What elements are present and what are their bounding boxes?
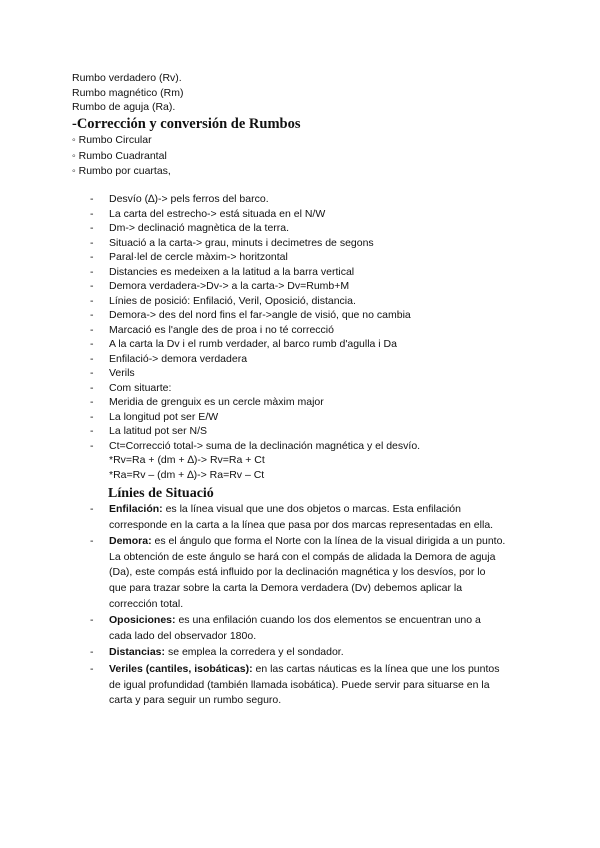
definition-text: cada lado del observador 180o. — [109, 629, 257, 642]
list-item-text: Ct=Correcció total-> suma de la declinación magnética y el desvío. — [109, 439, 421, 452]
list-item: ◦ Rumbo Circular — [72, 134, 152, 146]
definition-text: (Da), este compás está influido por la declinación magnética y los desvíos, por lo — [109, 566, 486, 579]
definition-text: corrección total. — [109, 597, 184, 610]
definition-text: corresponde en la carta a la línea que pasa por dos marcas representadas en ella. — [109, 518, 494, 531]
bullet-dash: - — [90, 222, 94, 234]
list-item-text: Paral·lel de cercle màxim-> horitzontal — [109, 251, 288, 263]
definition-term: Demora: — [109, 535, 152, 548]
definition-item — [90, 662, 530, 709]
list-item — [90, 207, 530, 222]
bullet-dash: - — [90, 207, 94, 220]
list-item-text: Meridia de grenguix es un cercle màxim major — [109, 396, 324, 408]
bullet-dash: - — [90, 439, 94, 452]
bullet-dash: - — [90, 251, 94, 263]
list-item — [90, 424, 530, 439]
list-item — [90, 395, 530, 410]
definition-text: es el ángulo que forma el Norte con la línea de la visual dirigida a un punto. — [154, 535, 506, 548]
bullet-dash: - — [90, 367, 94, 379]
list-item-text: Desvío (∆)-> pels ferros del barco. — [109, 193, 269, 205]
bullet-dash: - — [90, 323, 94, 336]
bullet-dash: - — [90, 535, 94, 548]
rumbo-type-list — [72, 133, 171, 180]
definition-text: La obtención de este ángulo se hará con el compás de alidada la Demora de aguja — [109, 550, 496, 563]
definition-term: Veriles (cantiles, isobáticas): — [109, 662, 253, 675]
list-item-text: Demora verdadera->Dv-> a la carta-> Dv=Rumb+M — [109, 280, 350, 292]
list-item-text: Dm-> declinació magnètica de la terra. — [109, 222, 290, 234]
bullet-dash: - — [90, 309, 94, 321]
list-item-text: Distancies es medeixen a la latitud a la barra vertical — [109, 265, 355, 278]
list-item-text: Situació a la carta-> grau, minuts i decimetres de segons — [109, 236, 374, 249]
list-item-text: Enfilació-> demora verdadera — [109, 352, 248, 365]
list-item — [90, 250, 530, 265]
bullet-dash: - — [90, 280, 94, 292]
definition-text: es la línea visual que une dos objetos o marcas. Esta enfilación — [165, 503, 461, 515]
intro-lines — [72, 71, 183, 115]
bullet-dash: - — [90, 425, 94, 437]
definition-term: Enfilación: — [109, 503, 163, 515]
definition-item — [90, 502, 530, 533]
definition-term: Distancias: — [109, 646, 166, 659]
list-item — [90, 308, 530, 323]
definition-text: es una enfilación cuando los dos elementos se encuentran uno a — [178, 614, 481, 627]
bullet-dash: - — [90, 193, 94, 205]
list-item: ◦ Rumbo por cuartas, — [72, 165, 171, 177]
formula-line: *Ra=Rv – (dm + ∆)-> Ra=Rv – Ct — [109, 468, 265, 481]
section-heading-linies: Línies de Situació — [108, 486, 214, 501]
bullet-dash: - — [90, 646, 94, 659]
list-item — [90, 352, 530, 367]
list-item — [90, 366, 530, 381]
bullet-dash: - — [90, 662, 94, 675]
bullet-dash: - — [90, 338, 94, 350]
list-item-text: La longitud pot ser E/W — [109, 410, 219, 423]
list-item — [90, 439, 530, 454]
bullet-dash: - — [90, 265, 94, 278]
bullet-dash: - — [90, 294, 94, 307]
definition-text: carta y para seguir un rumbo seguro. — [109, 694, 282, 707]
intro-line: Rumbo verdadero (Rv). — [72, 72, 182, 84]
bullet-dash: - — [90, 236, 94, 249]
bullet-dash: - — [90, 381, 94, 394]
list-item — [90, 192, 530, 207]
list-item — [90, 294, 530, 309]
list-item-text: Demora-> des del nord fins el far->angle de visió, que no cambia — [109, 309, 411, 321]
list-item — [90, 381, 530, 396]
list-item — [90, 279, 530, 294]
list-item — [90, 323, 530, 338]
bullet-dash: - — [90, 396, 94, 408]
list-item-text: Com situarte: — [109, 381, 172, 394]
bullet-dash: - — [90, 503, 94, 515]
list-item — [90, 236, 530, 251]
intro-line: Rumbo de aguja (Ra). — [72, 101, 176, 113]
list-item — [90, 410, 530, 425]
definitions-list — [90, 502, 530, 710]
list-item-text: Marcació es l'angle des de proa i no té correcció — [109, 323, 334, 336]
intro-line: Rumbo magnético (Rm) — [72, 86, 184, 99]
section-heading-correccion: -Corrección y conversión de Rumbos — [72, 116, 301, 132]
definition-text: en las cartas náuticas es la línea que une los puntos — [255, 662, 500, 675]
definition-item — [90, 613, 530, 644]
list-item-text: La latitud pot ser N/S — [109, 425, 208, 437]
list-item — [90, 221, 530, 236]
notes-list — [90, 192, 530, 482]
list-item: ◦ Rumbo Cuadrantal — [72, 149, 167, 162]
definition-text: de igual profundidad (también llamada isobática). Puede servir para situarse en la — [109, 678, 490, 691]
definition-item — [90, 534, 530, 612]
bullet-dash: - — [90, 614, 94, 627]
list-item-text: Verils — [109, 367, 135, 379]
bullet-dash: - — [90, 410, 94, 423]
bullet-dash: - — [90, 352, 94, 365]
list-item-text: La carta del estrecho-> está situada en el N/W — [109, 207, 326, 220]
definition-text: se emplea la corredera y el sondador. — [167, 646, 344, 659]
list-item — [90, 265, 530, 280]
definition-term: Oposiciones: — [109, 614, 176, 627]
definition-text: que para trazar sobre la carta la Demora verdadera (Dv) debemos aplicar la — [109, 581, 463, 594]
formula-line: *Rv=Ra + (dm + ∆)-> Rv=Ra + Ct — [109, 454, 265, 466]
list-item-text: A la carta la Dv i el rumb verdader, al barco rumb d'agulla i Da — [109, 338, 397, 350]
definition-item — [90, 645, 530, 661]
list-item-text: Línies de posició: Enfilació, Veril, Oposició, distancia. — [109, 294, 356, 307]
list-item — [90, 337, 530, 352]
